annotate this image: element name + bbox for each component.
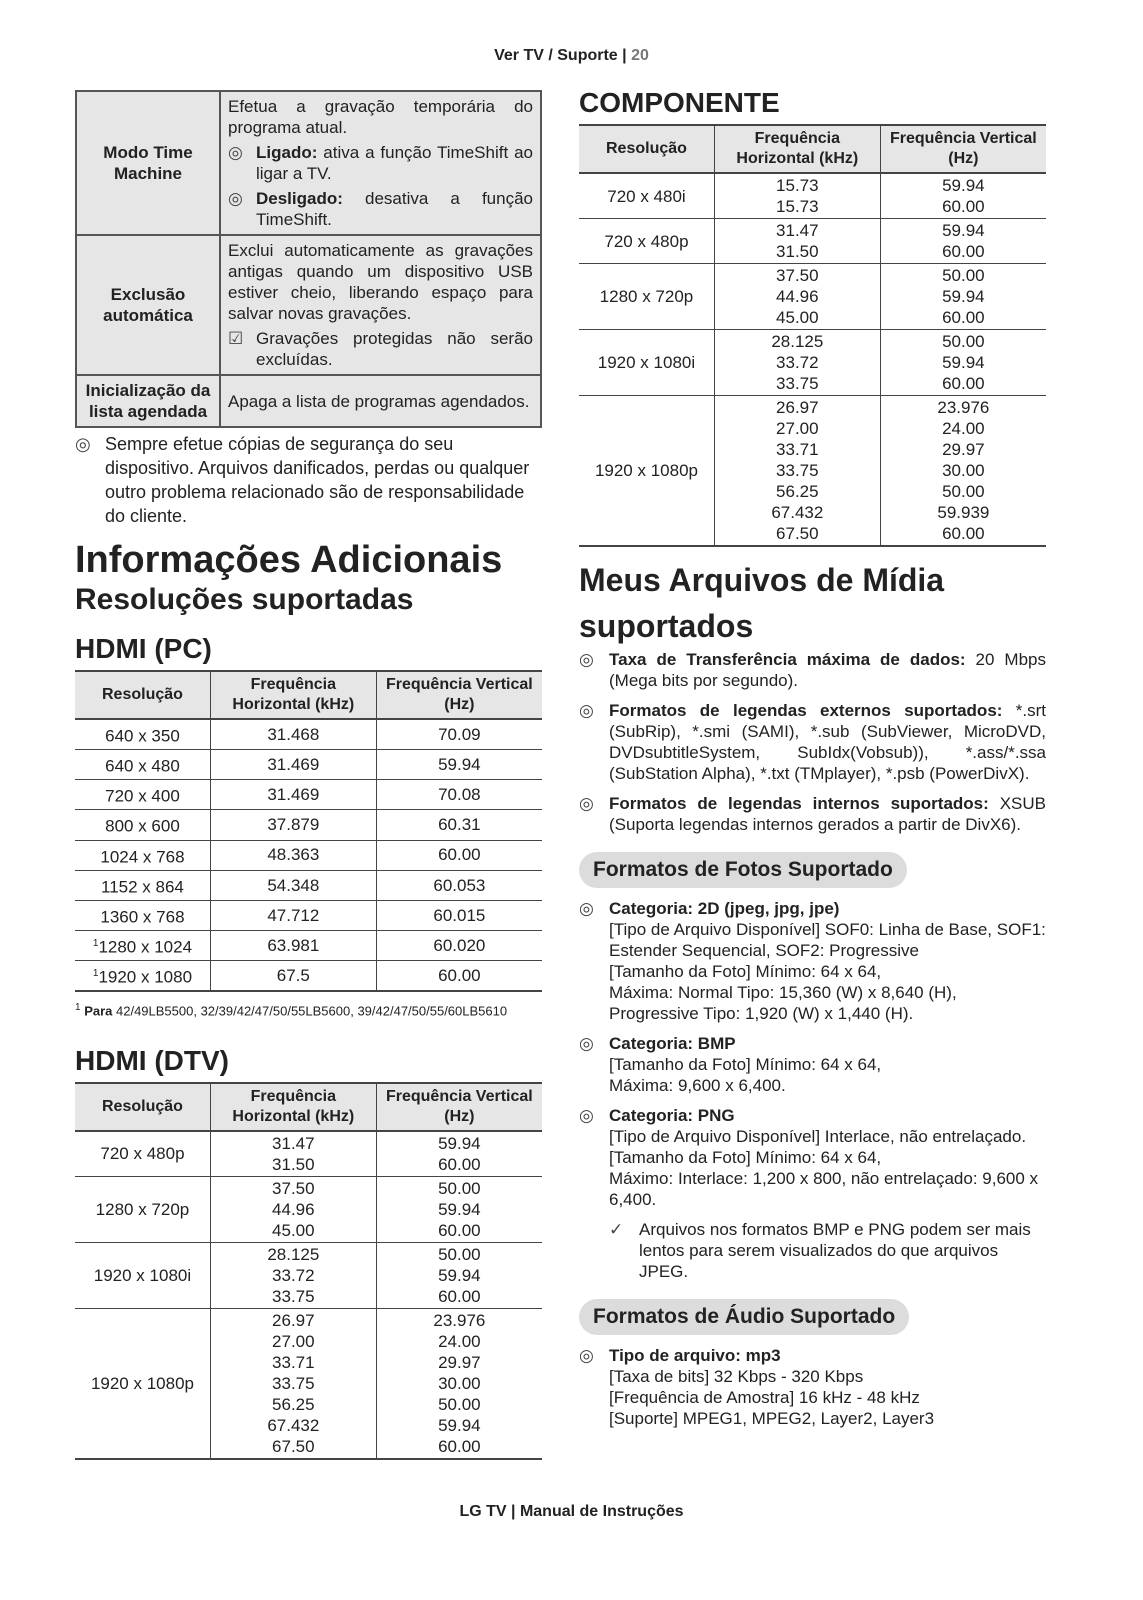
horizontal-freq: 48.363 <box>267 845 320 865</box>
componente-title: COMPONENTE <box>579 87 780 118</box>
col-horizontal: Frequência Horizontal (kHz) <box>232 1087 355 1125</box>
item-label: Categoria: BMP <box>609 1034 736 1053</box>
horizontal-freq: 15.73 <box>776 197 819 216</box>
check-icon: ✓ <box>609 1220 624 1239</box>
item-label: Categoria: PNG <box>609 1106 735 1125</box>
vertical-freq: 59.94 <box>942 176 985 195</box>
item-line: [Tipo de Arquivo Disponível] SOF0: Linha de Base, SOF1: Estender Sequencial, SOF2: Progressive <box>609 920 1046 960</box>
item-label: Formatos de legendas internos suportados: <box>609 794 989 813</box>
vertical-freq: 59.939 <box>937 503 990 522</box>
note-text: Sempre efetue cópias de segurança do seu dispositivo. Arquivos danificados, perdas ou qualquer outro problema relacionado são de responsabilidade do cliente. <box>105 434 530 526</box>
header-section: Ver TV / Suporte <box>494 47 618 64</box>
resolution: 1360 x 768 <box>100 907 185 927</box>
bullet-icon: ◎ <box>579 1034 594 1053</box>
footer-title: Manual de Instruções <box>519 1503 684 1520</box>
vertical-freq: 60.00 <box>942 197 985 216</box>
vertical-freq: 60.00 <box>942 308 985 327</box>
photos-section-pill: Formatos de Fotos Suportado <box>579 852 907 888</box>
item-line: Máxima: Normal Tipo: 15,360 (W) x 8,640 (H), Progressive Tipo: 1,920 (W) x 1,440 (H). <box>609 983 957 1023</box>
table-row <box>75 931 542 961</box>
vertical-freq: 60.00 <box>942 242 985 261</box>
vertical-freq: 50.00 <box>438 1394 481 1414</box>
col-vertical: Frequência Vertical (Hz) <box>889 130 1037 167</box>
vertical-freq: 60.00 <box>942 374 985 393</box>
vertical-freq: 23.976 <box>433 1310 486 1330</box>
vertical-freq: 60.00 <box>438 1220 481 1240</box>
vertical-freq: 60.00 <box>438 966 481 986</box>
option-desc: Apaga a lista de programas agendados. <box>220 375 541 427</box>
item-label: Tipo de arquivo: mp3 <box>609 1346 781 1365</box>
horizontal-freq: 54.348 <box>267 875 320 895</box>
horizontal-freq: 31.50 <box>272 1154 315 1174</box>
item-line: [Suporte] MPEG1, MPEG2, Layer2, Layer3 <box>609 1409 935 1428</box>
resolution: 640 x 480 <box>105 756 180 776</box>
bullet-text: desativa a função TimeShift. <box>256 189 533 229</box>
option-desc: Exclui automaticamente as gravações antigas quando um dispositivo USB estiver cheio, liberando espaço para salvar novas gravações. <box>228 241 533 323</box>
horizontal-freq: 31.50 <box>776 242 819 261</box>
vertical-freq: 59.94 <box>438 1133 481 1153</box>
bullet-label: Ligado: <box>256 143 318 162</box>
bullet-icon: ◎ <box>228 143 243 162</box>
bullet-icon: ◎ <box>579 1106 594 1125</box>
horizontal-freq: 31.47 <box>776 221 819 240</box>
list-item <box>579 1345 1046 1429</box>
item-line: [Frequência de Amostra] 16 kHz - 48 kHz <box>609 1388 920 1407</box>
item-line: [Tamanho da Foto] Mínimo: 64 x 64, <box>609 1148 882 1167</box>
item-text: 20 Mbps (Mega bits por segundo). <box>609 650 1046 690</box>
note-text: Arquivos nos formatos BMP e PNG podem ser mais lentos para serem visualizados do que arquivos JPEG. <box>639 1220 1031 1281</box>
horizontal-freq: 28.125 <box>267 1244 320 1264</box>
option-key: Inicialização da lista agendada <box>76 375 220 427</box>
page-number: 20 <box>631 47 649 64</box>
option-desc: Efetua a gravação temporária do programa atual. <box>228 97 533 137</box>
bullet-icon: ◎ <box>579 650 594 669</box>
vertical-freq: 59.94 <box>438 754 481 774</box>
vertical-freq: 60.053 <box>433 875 486 895</box>
col-horizontal: Frequência Horizontal (kHz) <box>232 676 355 713</box>
item-text: *.srt (SubRip), *.smi (SAMI), *.sub (SubViewer, MicroDVD, DVDsubtitleSystem, SubIdx(Vobsub)), *.ass/*.ssa (SubStation Alpha), *.txt (TMplayer), *.psb (PowerDivX). <box>609 701 1046 783</box>
resolution: 1280 x 1024 <box>98 937 193 957</box>
footnote <box>75 998 542 1021</box>
horizontal-freq: 33.72 <box>776 353 819 372</box>
vertical-freq: 23.976 <box>937 398 990 417</box>
horizontal-freq: 33.75 <box>272 1286 315 1306</box>
table-row <box>579 330 1046 396</box>
right-column <box>579 86 1046 1438</box>
item-label: Categoria: 2D (jpeg, jpg, jpe) <box>609 899 840 918</box>
table-header <box>75 1083 542 1131</box>
horizontal-freq: 47.712 <box>267 905 320 925</box>
vertical-freq: 60.015 <box>433 905 486 925</box>
resolution: 1920 x 1080p <box>594 461 698 480</box>
table-row <box>75 1242 542 1308</box>
bullet-label: Desligado: <box>256 189 343 208</box>
item-label: Taxa de Transferência máxima de dados: <box>609 650 966 669</box>
vertical-freq: 60.00 <box>438 1154 481 1174</box>
footnote-bold: Para <box>84 1003 113 1019</box>
bullet-icon: ◎ <box>579 794 594 813</box>
vertical-freq: 50.00 <box>438 1244 481 1264</box>
resolution: 720 x 400 <box>105 786 180 806</box>
vertical-freq: 60.31 <box>438 815 481 835</box>
horizontal-freq: 37.50 <box>776 266 819 285</box>
list-item <box>579 1033 1046 1096</box>
horizontal-freq: 27.00 <box>272 1331 315 1351</box>
table-row <box>75 961 542 992</box>
col-resolution: Resolução <box>102 1097 183 1115</box>
horizontal-freq: 27.00 <box>776 419 819 438</box>
horizontal-freq: 67.5 <box>276 966 310 986</box>
bullet-icon: ◎ <box>579 899 594 918</box>
footer-sep: | <box>511 1503 516 1520</box>
footnote-mark: 1 <box>92 968 99 980</box>
header-sep: | <box>622 47 627 64</box>
horizontal-freq: 56.25 <box>272 1394 315 1414</box>
bullet-text: ativa a função TimeShift ao ligar a TV. <box>256 143 533 183</box>
vertical-freq: 70.09 <box>438 724 481 744</box>
componente-table <box>579 124 1046 547</box>
table-header <box>75 671 542 719</box>
page-header <box>0 47 1143 65</box>
horizontal-freq: 67.432 <box>771 503 824 522</box>
option-key: Modo Time Machine <box>76 91 220 235</box>
item-line: [Taxa de bits] 32 Kbps - 320 Kbps <box>609 1367 864 1386</box>
table-row <box>75 900 542 930</box>
vertical-freq: 50.00 <box>438 1178 481 1198</box>
vertical-freq: 70.08 <box>438 785 481 805</box>
resolution: 1024 x 768 <box>100 847 185 867</box>
photo-note <box>579 1219 1046 1282</box>
vertical-freq: 59.94 <box>438 1199 481 1219</box>
backup-note <box>75 432 542 528</box>
horizontal-freq: 63.981 <box>267 935 320 955</box>
horizontal-freq: 44.96 <box>776 287 819 306</box>
vertical-freq: 60.00 <box>438 1286 481 1306</box>
hdmi-dtv-title: HDMI (DTV) <box>75 1044 229 1076</box>
vertical-freq: 59.94 <box>438 1265 481 1285</box>
horizontal-freq: 26.97 <box>272 1310 315 1330</box>
horizontal-freq: 15.73 <box>776 176 819 195</box>
horizontal-freq: 37.50 <box>272 1178 315 1198</box>
table-header <box>579 125 1046 173</box>
table-row <box>75 1131 542 1177</box>
table-row <box>76 91 541 235</box>
resolution: 1280 x 720p <box>599 287 694 306</box>
horizontal-freq: 33.71 <box>272 1352 315 1372</box>
bullet-icon: ◎ <box>75 434 91 454</box>
vertical-freq: 30.00 <box>942 461 985 480</box>
list-item <box>579 793 1046 835</box>
vertical-freq: 50.00 <box>942 332 985 351</box>
item-line: [Tamanho da Foto] Mínimo: 64 x 64, <box>609 962 882 981</box>
footnote-mark: 1 <box>75 1002 81 1014</box>
vertical-freq: 60.00 <box>438 1436 481 1456</box>
vertical-freq: 50.00 <box>942 482 985 501</box>
hdmi-dtv-table <box>75 1082 542 1460</box>
item-line: [Tipo de Arquivo Disponível] Interlace, não entrelaçado. <box>609 1127 1027 1146</box>
col-resolution: Resolução <box>606 140 687 157</box>
table-row <box>579 219 1046 264</box>
photo-list <box>579 898 1046 1210</box>
horizontal-freq: 33.75 <box>272 1373 315 1393</box>
table-row <box>579 396 1046 547</box>
horizontal-freq: 37.879 <box>267 815 320 835</box>
item-line: [Tamanho da Foto] Mínimo: 64 x 64, <box>609 1055 882 1074</box>
table-row <box>579 264 1046 330</box>
table-row <box>75 1308 542 1459</box>
horizontal-freq: 33.72 <box>272 1265 315 1285</box>
hdmi-pc-title: HDMI (PC) <box>75 633 212 664</box>
resolution: 1920 x 1080i <box>93 1265 192 1285</box>
check-text: Gravações protegidas não serão excluídas. <box>256 329 533 369</box>
horizontal-freq: 33.75 <box>776 461 819 480</box>
resolution: 720 x 480p <box>100 1144 185 1164</box>
resolution: 720 x 480p <box>604 231 689 251</box>
vertical-freq: 59.94 <box>942 353 985 372</box>
vertical-freq: 59.94 <box>438 1415 481 1435</box>
bullet-icon: ◎ <box>579 1346 594 1365</box>
resolution: 1152 x 864 <box>101 877 184 897</box>
list-item <box>579 700 1046 784</box>
vertical-freq: 59.94 <box>942 287 985 306</box>
horizontal-freq: 44.96 <box>272 1199 315 1219</box>
option-key: Exclusão automática <box>76 235 220 375</box>
section-title: Informações Adicionais <box>75 539 503 581</box>
vertical-freq: 60.00 <box>438 845 481 865</box>
horizontal-freq: 31.469 <box>267 785 320 805</box>
item-line: Máximo: Interlace: 1,200 x 800, não entrelaçado: 9,600 x 6,400. <box>609 1169 1039 1209</box>
checkbox-icon: ☑ <box>228 329 244 348</box>
list-item <box>579 1105 1046 1210</box>
bullet-icon: ◎ <box>228 189 243 208</box>
item-line: Máxima: 9,600 x 6,400. <box>609 1076 786 1095</box>
vertical-freq: 29.97 <box>942 440 985 459</box>
horizontal-freq: 28.125 <box>771 332 824 351</box>
horizontal-freq: 45.00 <box>272 1220 315 1240</box>
page-footer <box>0 1503 1143 1521</box>
col-horizontal: Frequência Horizontal (kHz) <box>736 130 859 167</box>
col-resolution: Resolução <box>102 686 183 703</box>
vertical-freq: 30.00 <box>438 1373 481 1393</box>
table-row <box>75 1176 542 1242</box>
vertical-freq: 29.97 <box>438 1352 481 1372</box>
footnote-mark: 1 <box>92 938 99 950</box>
horizontal-freq: 26.97 <box>776 398 819 417</box>
table-row <box>579 173 1046 219</box>
vertical-freq: 24.00 <box>438 1331 481 1351</box>
vertical-freq: 24.00 <box>942 419 985 438</box>
resolution: 1920 x 1080 <box>98 967 193 987</box>
vertical-freq: 59.94 <box>942 221 985 240</box>
left-column <box>75 90 542 1460</box>
horizontal-freq: 45.00 <box>776 308 819 327</box>
options-table <box>75 90 542 428</box>
item-label: Formatos de legendas externos suportados: <box>609 701 1003 720</box>
audio-list <box>579 1345 1046 1429</box>
col-vertical: Frequência Vertical (Hz) <box>385 1087 533 1125</box>
col-vertical: Frequência Vertical (Hz) <box>385 676 533 713</box>
horizontal-freq: 67.50 <box>272 1436 315 1456</box>
table-row <box>75 780 542 810</box>
resolution: 800 x 600 <box>105 817 180 837</box>
subsection-title: Resoluções suportadas <box>75 583 414 616</box>
horizontal-freq: 33.71 <box>776 440 819 459</box>
bullet-icon: ◎ <box>579 701 594 720</box>
horizontal-freq: 33.75 <box>776 374 819 393</box>
list-item <box>579 898 1046 1024</box>
resolution: 640 x 350 <box>105 726 180 746</box>
table-row <box>75 719 542 750</box>
table-row <box>75 870 542 900</box>
horizontal-freq: 67.50 <box>776 524 819 543</box>
item-text: XSUB (Suporta legendas internos gerados a partir de DivX6). <box>609 794 1046 834</box>
list-item <box>579 649 1046 691</box>
table-row <box>76 235 541 375</box>
media-title: Meus Arquivos de Mídia suportados <box>579 562 945 644</box>
hdmi-pc-table <box>75 670 542 992</box>
media-list <box>579 649 1046 835</box>
vertical-freq: 60.00 <box>942 524 985 543</box>
table-row <box>75 840 542 870</box>
vertical-freq: 60.020 <box>433 935 486 955</box>
audio-section-pill: Formatos de Áudio Suportado <box>579 1299 909 1335</box>
horizontal-freq: 31.468 <box>267 724 320 744</box>
horizontal-freq: 56.25 <box>776 482 819 501</box>
table-row <box>75 810 542 840</box>
resolution: 1280 x 720p <box>95 1199 190 1219</box>
footnote-text: 42/49LB5500, 32/39/42/47/50/55LB5600, 39/42/47/50/55/60LB5610 <box>112 1003 508 1019</box>
table-row <box>75 750 542 780</box>
vertical-freq: 50.00 <box>942 266 985 285</box>
horizontal-freq: 31.469 <box>267 754 320 774</box>
resolution: 1920 x 1080p <box>90 1373 194 1393</box>
horizontal-freq: 67.432 <box>267 1415 320 1435</box>
table-row <box>76 375 541 427</box>
footer-brand: LG TV <box>459 1503 507 1520</box>
horizontal-freq: 31.47 <box>272 1133 315 1153</box>
resolution: 1920 x 1080i <box>597 353 696 372</box>
resolution: 720 x 480i <box>607 186 686 206</box>
